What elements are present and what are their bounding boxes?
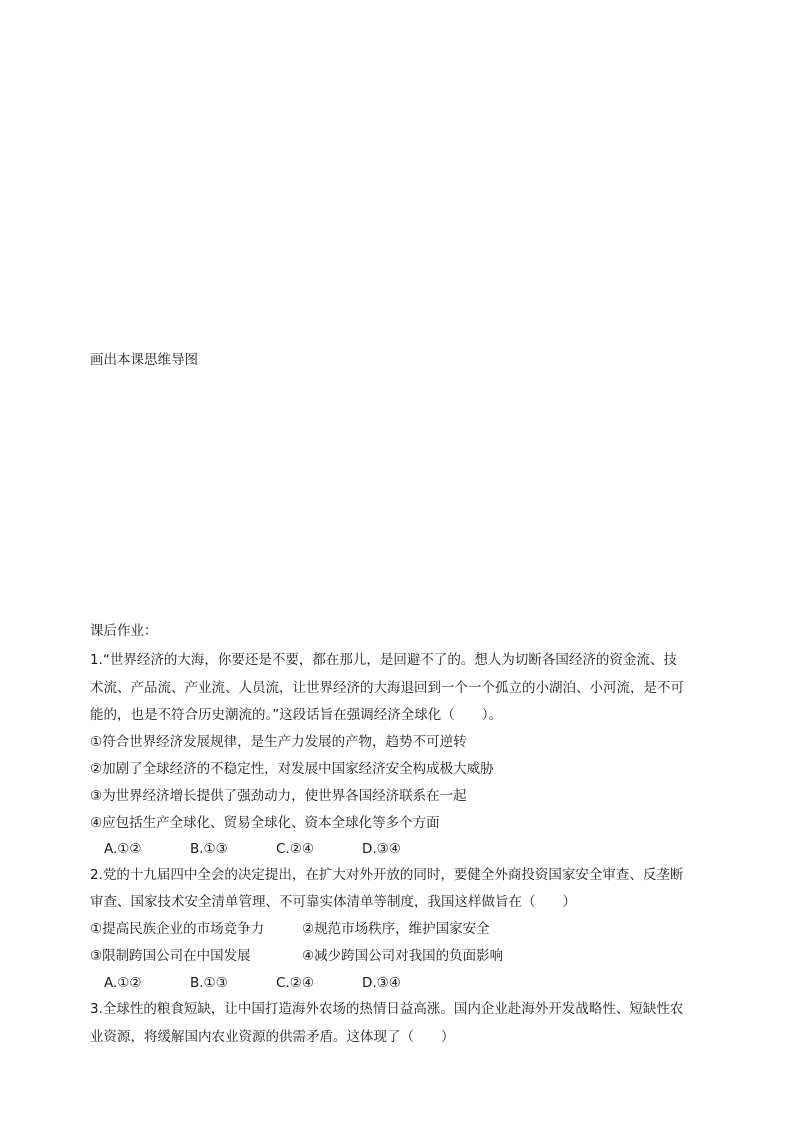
statement-row [90,920,490,938]
option-b: B.①③ [190,975,228,991]
statement: ①提高民族企业的市场竞争力 [90,921,265,937]
option-c: C.②④ [276,975,314,991]
question-text-line: 3.全球性的粮食短缺，让中国打造海外农场的热情日益高涨。国内企业赴海外开发战略性、短缺性农 [90,1001,684,1017]
statement: ④减少跨国公司对我国的负面影响 [302,948,504,964]
answer-options [104,974,448,992]
homework-heading: 课后作业： [90,623,158,639]
answer-options [104,840,448,858]
statement: ③限制跨国公司在中国发展 [90,948,251,964]
statement: ①符合世界经济发展规律，是生产力发展的产物，趋势不可逆转 [90,734,467,750]
option-c: C.②④ [276,841,314,857]
question-text-line: 审查、国家技术安全清单管理、不可靠实体清单等制度，我国这样做旨在（ ） [90,894,576,910]
statement: ④应包括生产全球化、贸易全球化、资本全球化等多个方面 [90,815,440,831]
question-text-line: 能的，也是不符合历史潮流的。”这段话旨在强调经济全球化（ ）。 [90,707,502,723]
statement: ②加剧了全球经济的不稳定性，对发展中国家经济安全构成极大威胁 [90,761,494,777]
statement: ②规范市场秩序，维护国家安全 [302,921,490,937]
option-d: D.③④ [362,841,401,857]
statement-row [90,947,503,965]
statement: ③为世界经济增长提供了强劲动力，使世界各国经济联系在一起 [90,788,467,804]
mindmap-heading: 画出本课思维导图 [90,352,198,368]
question-text-line: 2.党的十九届四中全会的决定提出，在扩大对外开放的同时，要健全外商投资国家安全审查、反垄断 [90,867,684,883]
question-text-line: 术流、产品流、产业流、人员流，让世界经济的大海退回到一个一个孤立的小湖泊、小河流，是不可 [90,680,684,696]
option-b: B.①③ [190,841,228,857]
question-text-line: 业资源，将缓解国内农业资源的供需矛盾。这体现了（ ） [90,1029,455,1045]
option-d: D.③④ [362,975,401,991]
option-a: A.①② [104,975,142,991]
option-a: A.①② [104,841,142,857]
question-text-line: 1.“世界经济的大海，你要还是不要，都在那儿，是回避不了的。想人为切断各国经济的资金流、技 [90,652,677,668]
